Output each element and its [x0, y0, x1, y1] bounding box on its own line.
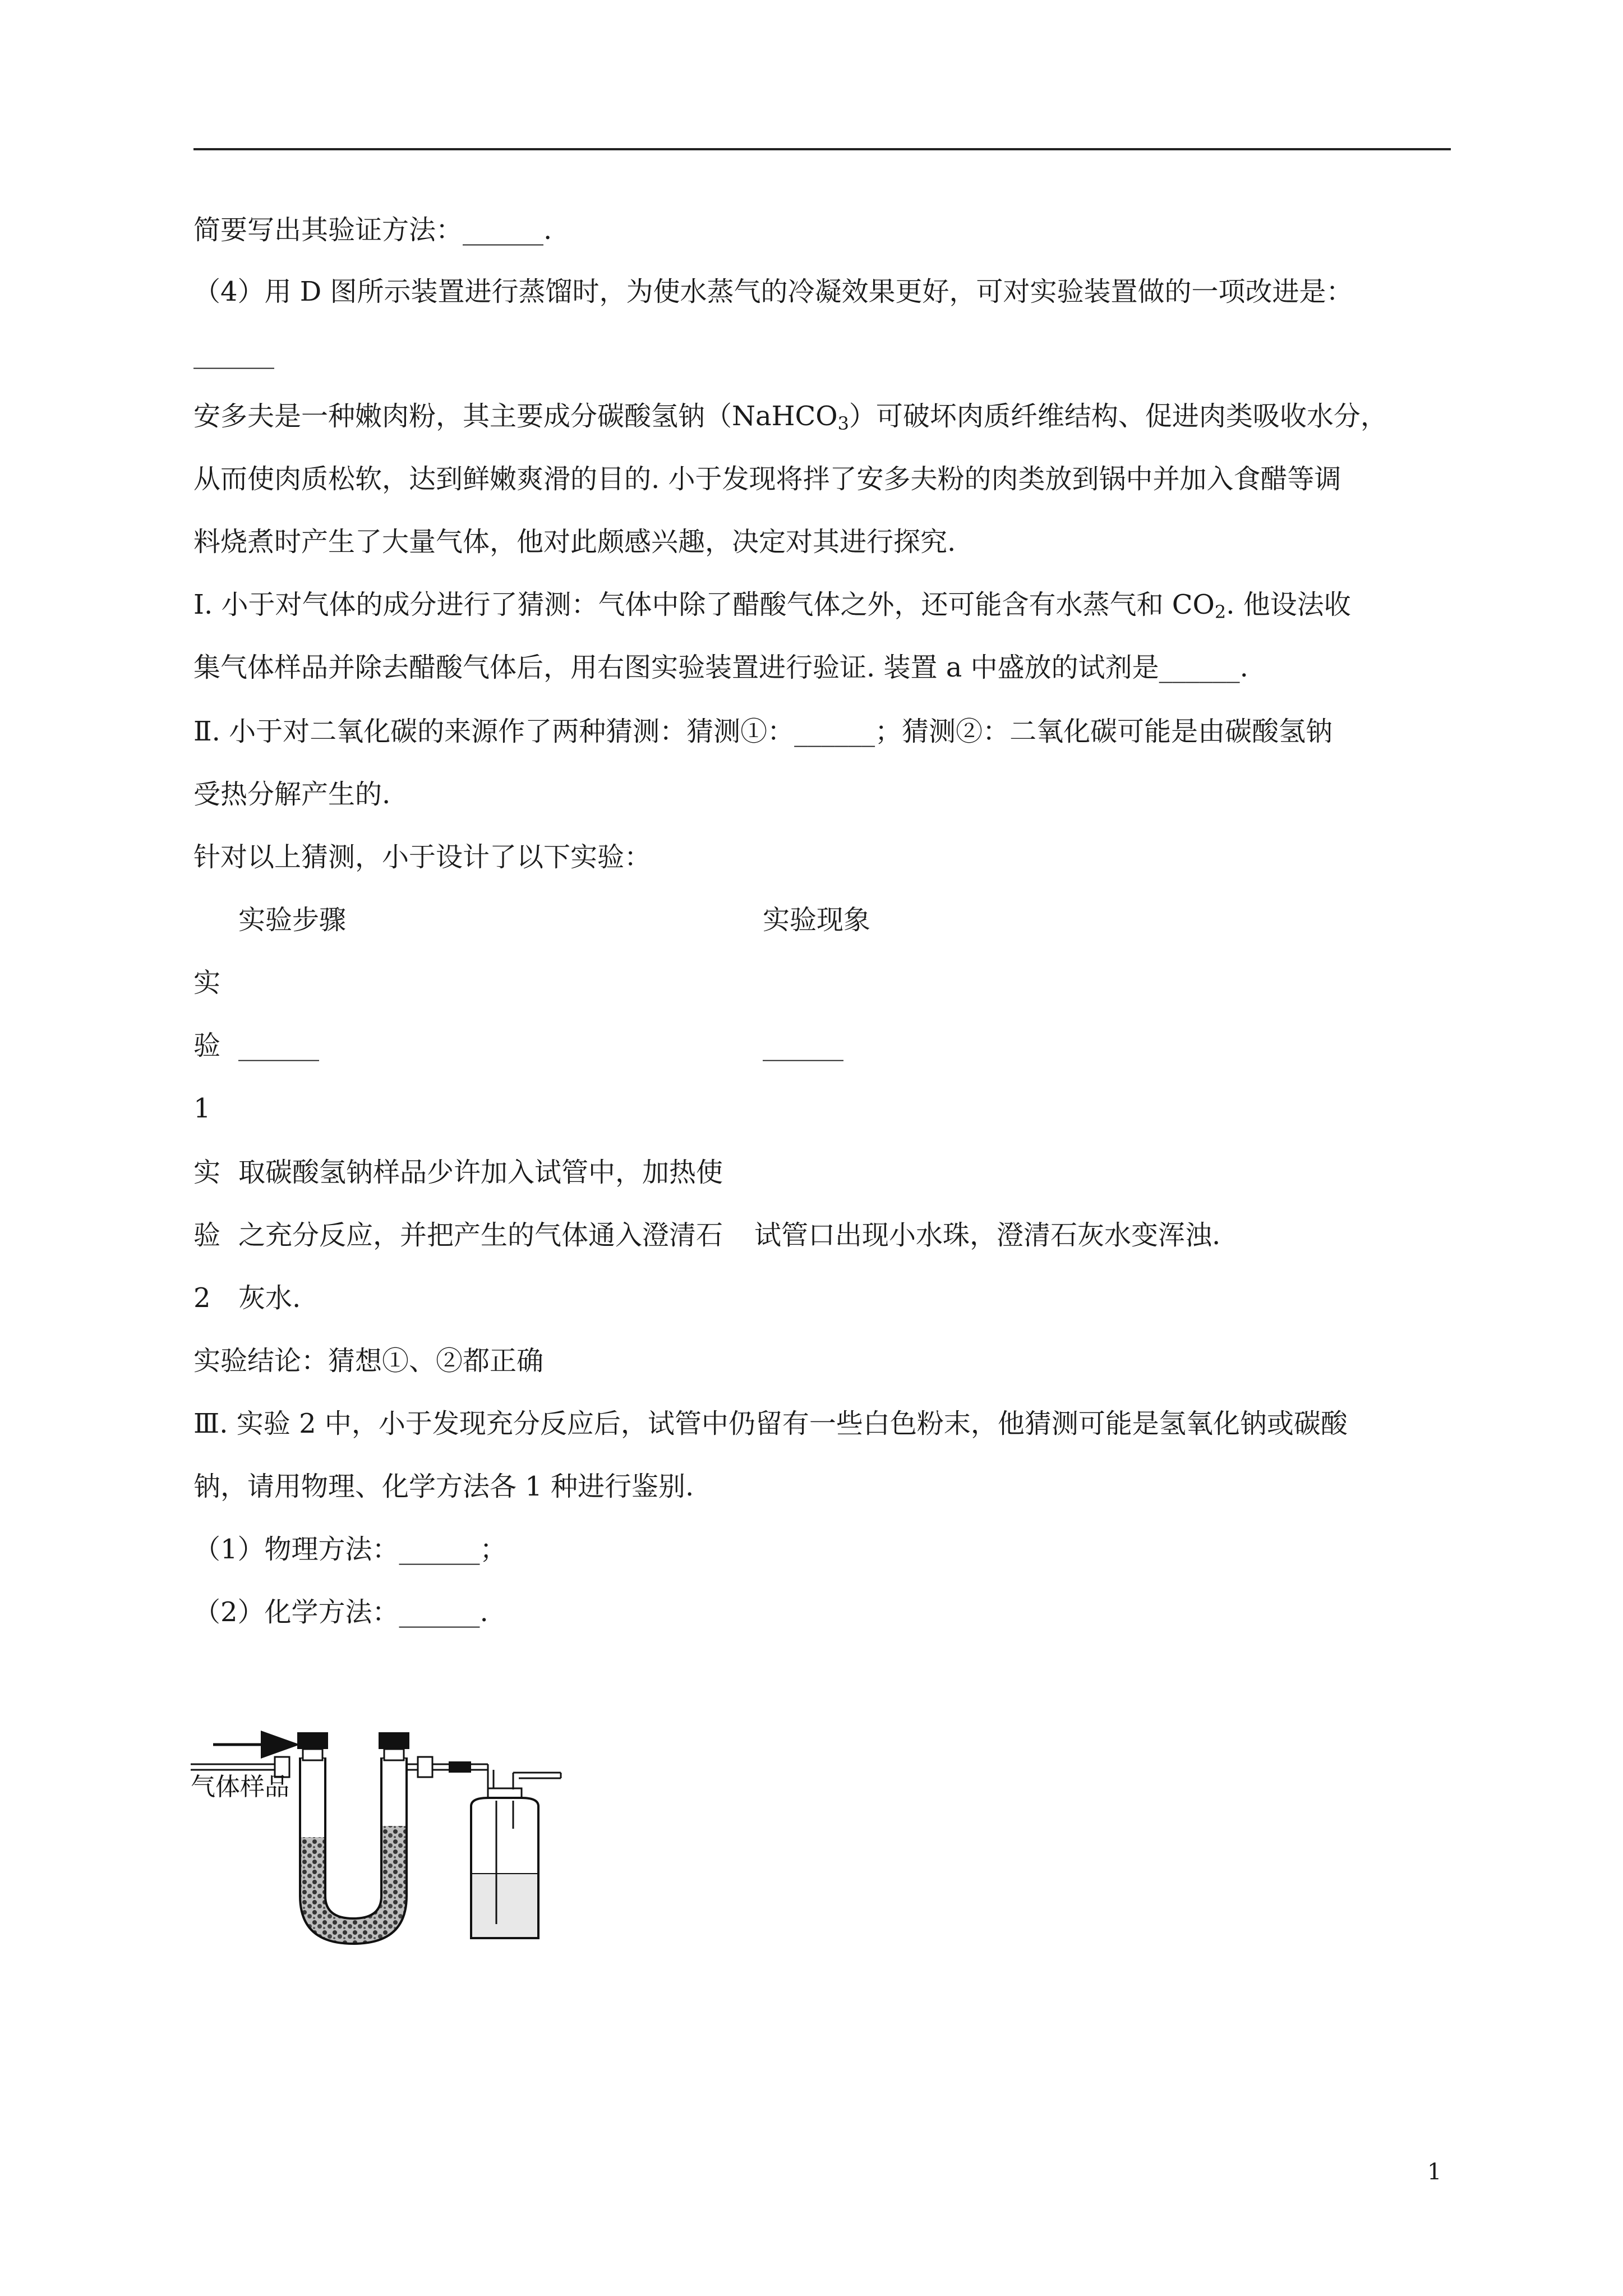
section-line: Ⅲ. 实验 2 中，小于发现充分反应后，试管中仍留有一些白色粉末，他猜测可能是氢氧化钠或碳酸 — [193, 1408, 1348, 1439]
table-header-steps: 实验步骤 — [238, 904, 347, 936]
apparatus-figure — [191, 1728, 594, 1963]
text-line: （4）用 D 图所示装置进行蒸馏时，为使水蒸气的冷凝效果更好，可对实验装置做的一项改进是： — [193, 276, 1353, 307]
stopper — [297, 1732, 328, 1749]
section-line: Ⅱ. 小于对二氧化碳的来源作了两种猜测：猜测①：______；猜测②：二氧化碳可能是由碳酸氢钠 — [193, 716, 1333, 747]
section-line: 集气体样品并除去醋酸气体后，用右图实验装置进行验证. 装置 a 中盛放的试剂是______. — [193, 652, 1248, 683]
table-cell: 取碳酸氢钠样品少许加入试管中，加热使 — [238, 1157, 723, 1188]
text-segment: ）可破坏肉质纤维结构、促进肉类吸收水分， — [849, 401, 1387, 432]
conclusion-line: 实验结论：猜想①、②都正确 — [193, 1345, 544, 1377]
paragraph-line — [193, 398, 1387, 441]
text-segment: Ⅰ. 小于对气体的成分进行了猜测：气体中除了醋酸气体之外，还可能含有水蒸气和 CO — [193, 589, 1215, 620]
table-header-phenomenon: 实验现象 — [763, 904, 871, 936]
paragraph-line: 料烧煮时产生了大量气体，他对此颇感兴趣，决定对其进行探究. — [193, 526, 956, 558]
section-line: 针对以上猜测，小于设计了以下实验： — [193, 841, 652, 873]
question-line: （2）化学方法：______. — [193, 1596, 488, 1628]
text-line: 简要写出其验证方法：______. — [193, 214, 552, 246]
question-line: （1）物理方法：______； — [193, 1534, 507, 1565]
table-cell: 之充分反应，并把产生的气体通入澄清石 — [238, 1220, 723, 1251]
row-label: 2 — [193, 1282, 211, 1314]
section-line — [193, 587, 1351, 630]
header-rule — [193, 148, 1451, 150]
outlet-valve — [418, 1757, 432, 1777]
gas-washing-bottle — [471, 1773, 561, 1938]
section-line: 钠，请用物理、化学方法各 1 种进行鉴别. — [193, 1471, 694, 1502]
figure-label: 气体样品 — [191, 1773, 289, 1801]
section-line: 受热分解产生的. — [193, 779, 391, 810]
table-cell: 灰水. — [238, 1282, 301, 1314]
page-number: 1 — [1427, 2159, 1442, 2185]
row-label: 验 — [193, 1220, 221, 1251]
subscript: 3 — [837, 413, 849, 434]
table-cell: ______ — [763, 1030, 843, 1061]
text-segment: . 他设法收 — [1226, 589, 1351, 620]
text-line: ______ — [193, 338, 274, 369]
row-label: 实 — [193, 1157, 221, 1188]
row-label: 实 — [193, 967, 221, 999]
row-label: 验 — [193, 1030, 221, 1061]
paragraph-line: 从而使肉质松软，达到鲜嫩爽滑的目的. 小于发现将拌了安多夫粉的肉类放到锅中并加入食醋等调 — [193, 463, 1341, 495]
table-cell: ______ — [238, 1030, 319, 1061]
row-label: 1 — [193, 1093, 211, 1124]
subscript: 2 — [1214, 601, 1227, 623]
table-cell: 试管口出现小水珠，澄清石灰水变浑浊. — [754, 1220, 1221, 1251]
stopper — [379, 1732, 409, 1749]
text-segment: 安多夫是一种嫩肉粉，其主要成分碳酸氢钠（NaHCO — [193, 401, 838, 432]
